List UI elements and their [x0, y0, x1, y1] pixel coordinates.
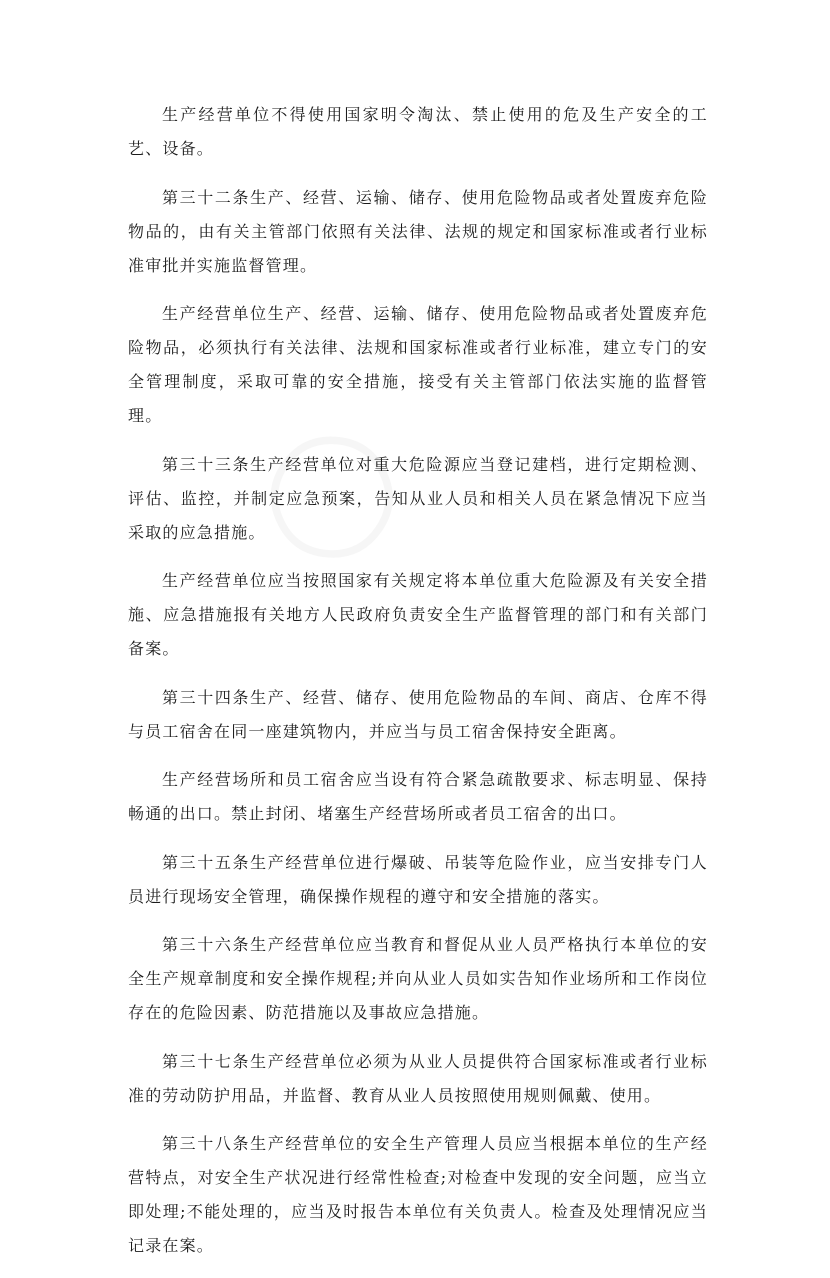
paragraph: 第三十三条生产经营单位对重大危险源应当登记建档，进行定期检测、评估、监控，并制定应急预案，告知从业人员和相关人员在紧急情况下应当采取的应急措施。 — [128, 454, 708, 542]
paragraph: 生产经营单位不得使用国家明令淘汰、禁止使用的危及生产安全的工艺、设备。 — [128, 105, 708, 158]
paragraph: 第三十五条生产经营单位进行爆破、吊装等危险作业，应当安排专门人员进行现场安全管理，确保操作规程的遵守和安全措施的落实。 — [128, 852, 708, 906]
paragraph: 第三十八条生产经营单位的安全生产管理人员应当根据本单位的生产经营特点，对安全生产状况进行经常性检查;对检查中发现的安全问题，应当立即处理;不能处理的，应当及时报告本单位有关负责人。检查及处理情况应当记录在案。 — [128, 1134, 708, 1255]
document-body — [128, 98, 708, 1278]
paragraph: 第三十六条生产经营单位应当教育和督促从业人员严格执行本单位的安全生产规章制度和安全操作规程;并向从业人员如实告知作业场所和工作岗位存在的危险因素、防范措施以及事故应急措施。 — [128, 935, 708, 1022]
paragraph: 生产经营单位应当按照国家有关规定将本单位重大危险源及有关安全措施、应急措施报有关地方人民政府负责安全生产监督管理的部门和有关部门备案。 — [128, 571, 708, 658]
paragraph: 生产经营单位生产、经营、运输、储存、使用危险物品或者处置废弃危险物品，必须执行有关法律、法规和国家标准或者行业标准，建立专门的安全管理制度，采取可靠的安全措施，接受有关主管部门依法实施的监督管理。 — [128, 304, 708, 425]
paragraph: 第三十七条生产经营单位必须为从业人员提供符合国家标准或者行业标准的劳动防护用品，并监督、教育从业人员按照使用规则佩戴、使用。 — [128, 1051, 708, 1105]
paragraph: 第三十二条生产、经营、运输、储存、使用危险物品或者处置废弃危险物品的，由有关主管部门依照有关法律、法规的规定和国家标准或者行业标准审批并实施监督管理。 — [128, 187, 708, 275]
paragraph: 生产经营场所和员工宿舍应当设有符合紧急疏散要求、标志明显、保持畅通的出口。禁止封闭、堵塞生产经营场所或者员工宿舍的出口。 — [128, 770, 708, 823]
paragraph: 第三十四条生产、经营、储存、使用危险物品的车间、商店、仓库不得与员工宿舍在同一座建筑物内，并应当与员工宿舍保持安全距离。 — [128, 687, 708, 741]
